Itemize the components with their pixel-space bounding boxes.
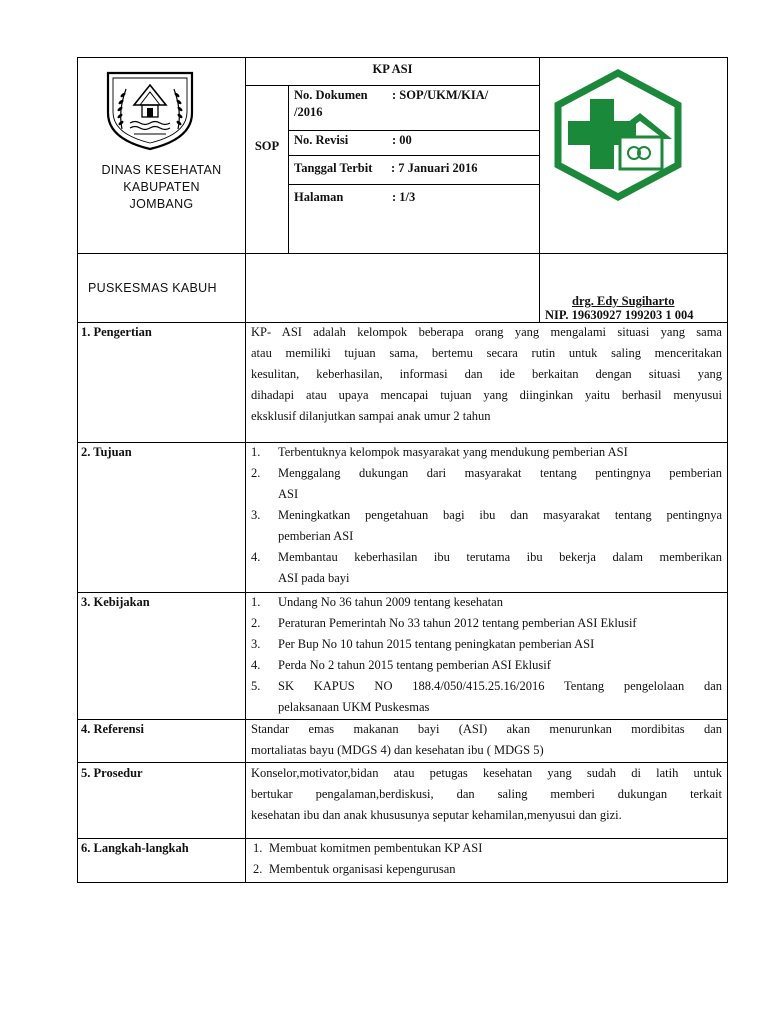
- section-label-referensi: 4. Referensi: [81, 722, 144, 736]
- list-num: 1.: [253, 841, 263, 855]
- list-item: [251, 634, 722, 655]
- section-label-prosedur: 5. Prosedur: [81, 766, 143, 780]
- doc-number-cont: /2016: [294, 105, 323, 119]
- referensi-line: Standar emas makanan bayi (ASI) akan menurunkan mordibitas dan: [251, 722, 722, 736]
- prosedur-line: Konselor,motivator,bidan atau petugas kesehatan yang sudah di latih untuk: [251, 766, 722, 780]
- doc-number-value: : SOP/UKM/KIA/: [392, 88, 489, 102]
- signer-nip: NIP. 19630927 199203 1 004: [545, 308, 694, 322]
- list-text: SK KAPUS NO 188.4/050/415.25.16/2016 Tentang pengelolaan dan: [278, 679, 722, 693]
- list-num: 1.: [251, 595, 261, 609]
- agency-line-3: JOMBANG: [129, 197, 194, 211]
- list-text: Menggalang dukungan dari masyarakat tentang pentingnya pemberian: [278, 466, 722, 480]
- agency-line-2: KABUPATEN: [123, 180, 200, 194]
- agency-logo: [104, 67, 196, 151]
- pengertian-line: kesulitan, keberhasilan, informasi dan ide berkaitan dengan situasi yang: [251, 367, 722, 381]
- list-text: ASI pada bayi: [278, 571, 350, 585]
- list-text: Peraturan Pemerintah No 33 tahun 2012 tentang pemberian ASI Eklusif: [278, 616, 637, 630]
- list-item: [251, 442, 722, 463]
- pengertian-line: atau memiliki tujuan sama, bertemu secara rutin untuk saling menceritakan: [251, 346, 722, 360]
- issue-date-label: Tanggal Terbit: [294, 161, 373, 175]
- list-item: [251, 547, 722, 589]
- section-label-tujuan: 2. Tujuan: [81, 445, 132, 459]
- list-text: pelaksanaan UKM Puskesmas: [278, 700, 430, 714]
- list-text: Membuat komitmen pembentukan KP ASI: [269, 841, 483, 855]
- list-text: Membentuk organisasi kepengurusan: [269, 862, 456, 876]
- list-num: 4.: [251, 550, 261, 564]
- puskesmas-name: PUSKESMAS KABUH: [88, 281, 217, 295]
- list-item: [253, 859, 722, 880]
- page-value: : 1/3: [392, 190, 416, 204]
- list-num: 2.: [251, 466, 261, 480]
- agency-name: [78, 162, 245, 213]
- list-text: Membantau keberhasilan ibu terutama ibu bekerja dalam memberikan: [278, 550, 722, 564]
- pengertian-line: eksklusif dilanjutkan sampai anak umur 2 tahun: [251, 409, 491, 423]
- revision-label: No. Revisi: [294, 133, 349, 147]
- agency-line-1: DINAS KESEHATAN: [101, 163, 222, 177]
- list-item: [251, 592, 722, 613]
- list-text: Perda No 2 tahun 2015 tentang pemberian ASI Eklusif: [278, 658, 551, 672]
- section-label-langkah: 6. Langkah-langkah: [81, 841, 189, 855]
- signer-name: drg. Edy Sugiharto: [572, 294, 675, 308]
- list-num: 2.: [253, 862, 263, 876]
- revision-value: : 00: [392, 133, 412, 147]
- issue-date-value: : 7 Januari 2016: [391, 161, 478, 175]
- prosedur-line: bertukar pengalaman,berdiskusi, dan saling memberi dukungan terkait: [251, 787, 722, 801]
- list-num: 3.: [251, 508, 261, 522]
- list-item: [251, 463, 722, 505]
- list-num: 3.: [251, 637, 261, 651]
- list-text: ASI: [278, 487, 299, 501]
- list-item: [251, 655, 722, 676]
- list-item: [251, 613, 722, 634]
- list-num: 2.: [251, 616, 261, 630]
- list-num: 1.: [251, 445, 261, 459]
- list-text: Meningkatkan pengetahuan bagi ibu dan masyarakat tentang pentingnya: [278, 508, 722, 522]
- list-text: Per Bup No 10 tahun 2015 tentang peningkatan pemberian ASI: [278, 637, 595, 651]
- list-item: [253, 838, 722, 859]
- list-text: pemberian ASI: [278, 529, 354, 543]
- list-item: [251, 505, 722, 547]
- list-num: 5.: [251, 679, 261, 693]
- puskesmas-logo: [550, 69, 686, 201]
- prosedur-line: kesehatan ibu dan anak khususunya seputar kehamilan,menyusui dan gizi.: [251, 808, 622, 822]
- pengertian-line: KP- ASI adalah kelompok beberapa orang yang mengalami situasi yang sama: [251, 325, 722, 339]
- list-item: [251, 676, 722, 718]
- document-title: KP ASI: [372, 62, 413, 76]
- section-label-pengertian: 1. Pengertian: [81, 325, 152, 339]
- pengertian-line: dihadapi atau upaya mencapai tujuan yang diinginkan yaitu berhasil menyusui: [251, 388, 722, 402]
- list-text: Undang No 36 tahun 2009 tentang kesehatan: [278, 595, 503, 609]
- page-label: Halaman: [294, 190, 344, 204]
- doc-number-label: No. Dokumen: [294, 88, 368, 102]
- sop-label: SOP: [254, 139, 280, 153]
- section-label-kebijakan: 3. Kebijakan: [81, 595, 150, 609]
- list-text: Terbentuknya kelompok masyarakat yang mendukung pemberian ASI: [278, 445, 628, 459]
- list-num: 4.: [251, 658, 261, 672]
- referensi-line: mortaliatas bayu (MDGS 4) dan kesehatan ibu ( MDGS 5): [251, 743, 544, 757]
